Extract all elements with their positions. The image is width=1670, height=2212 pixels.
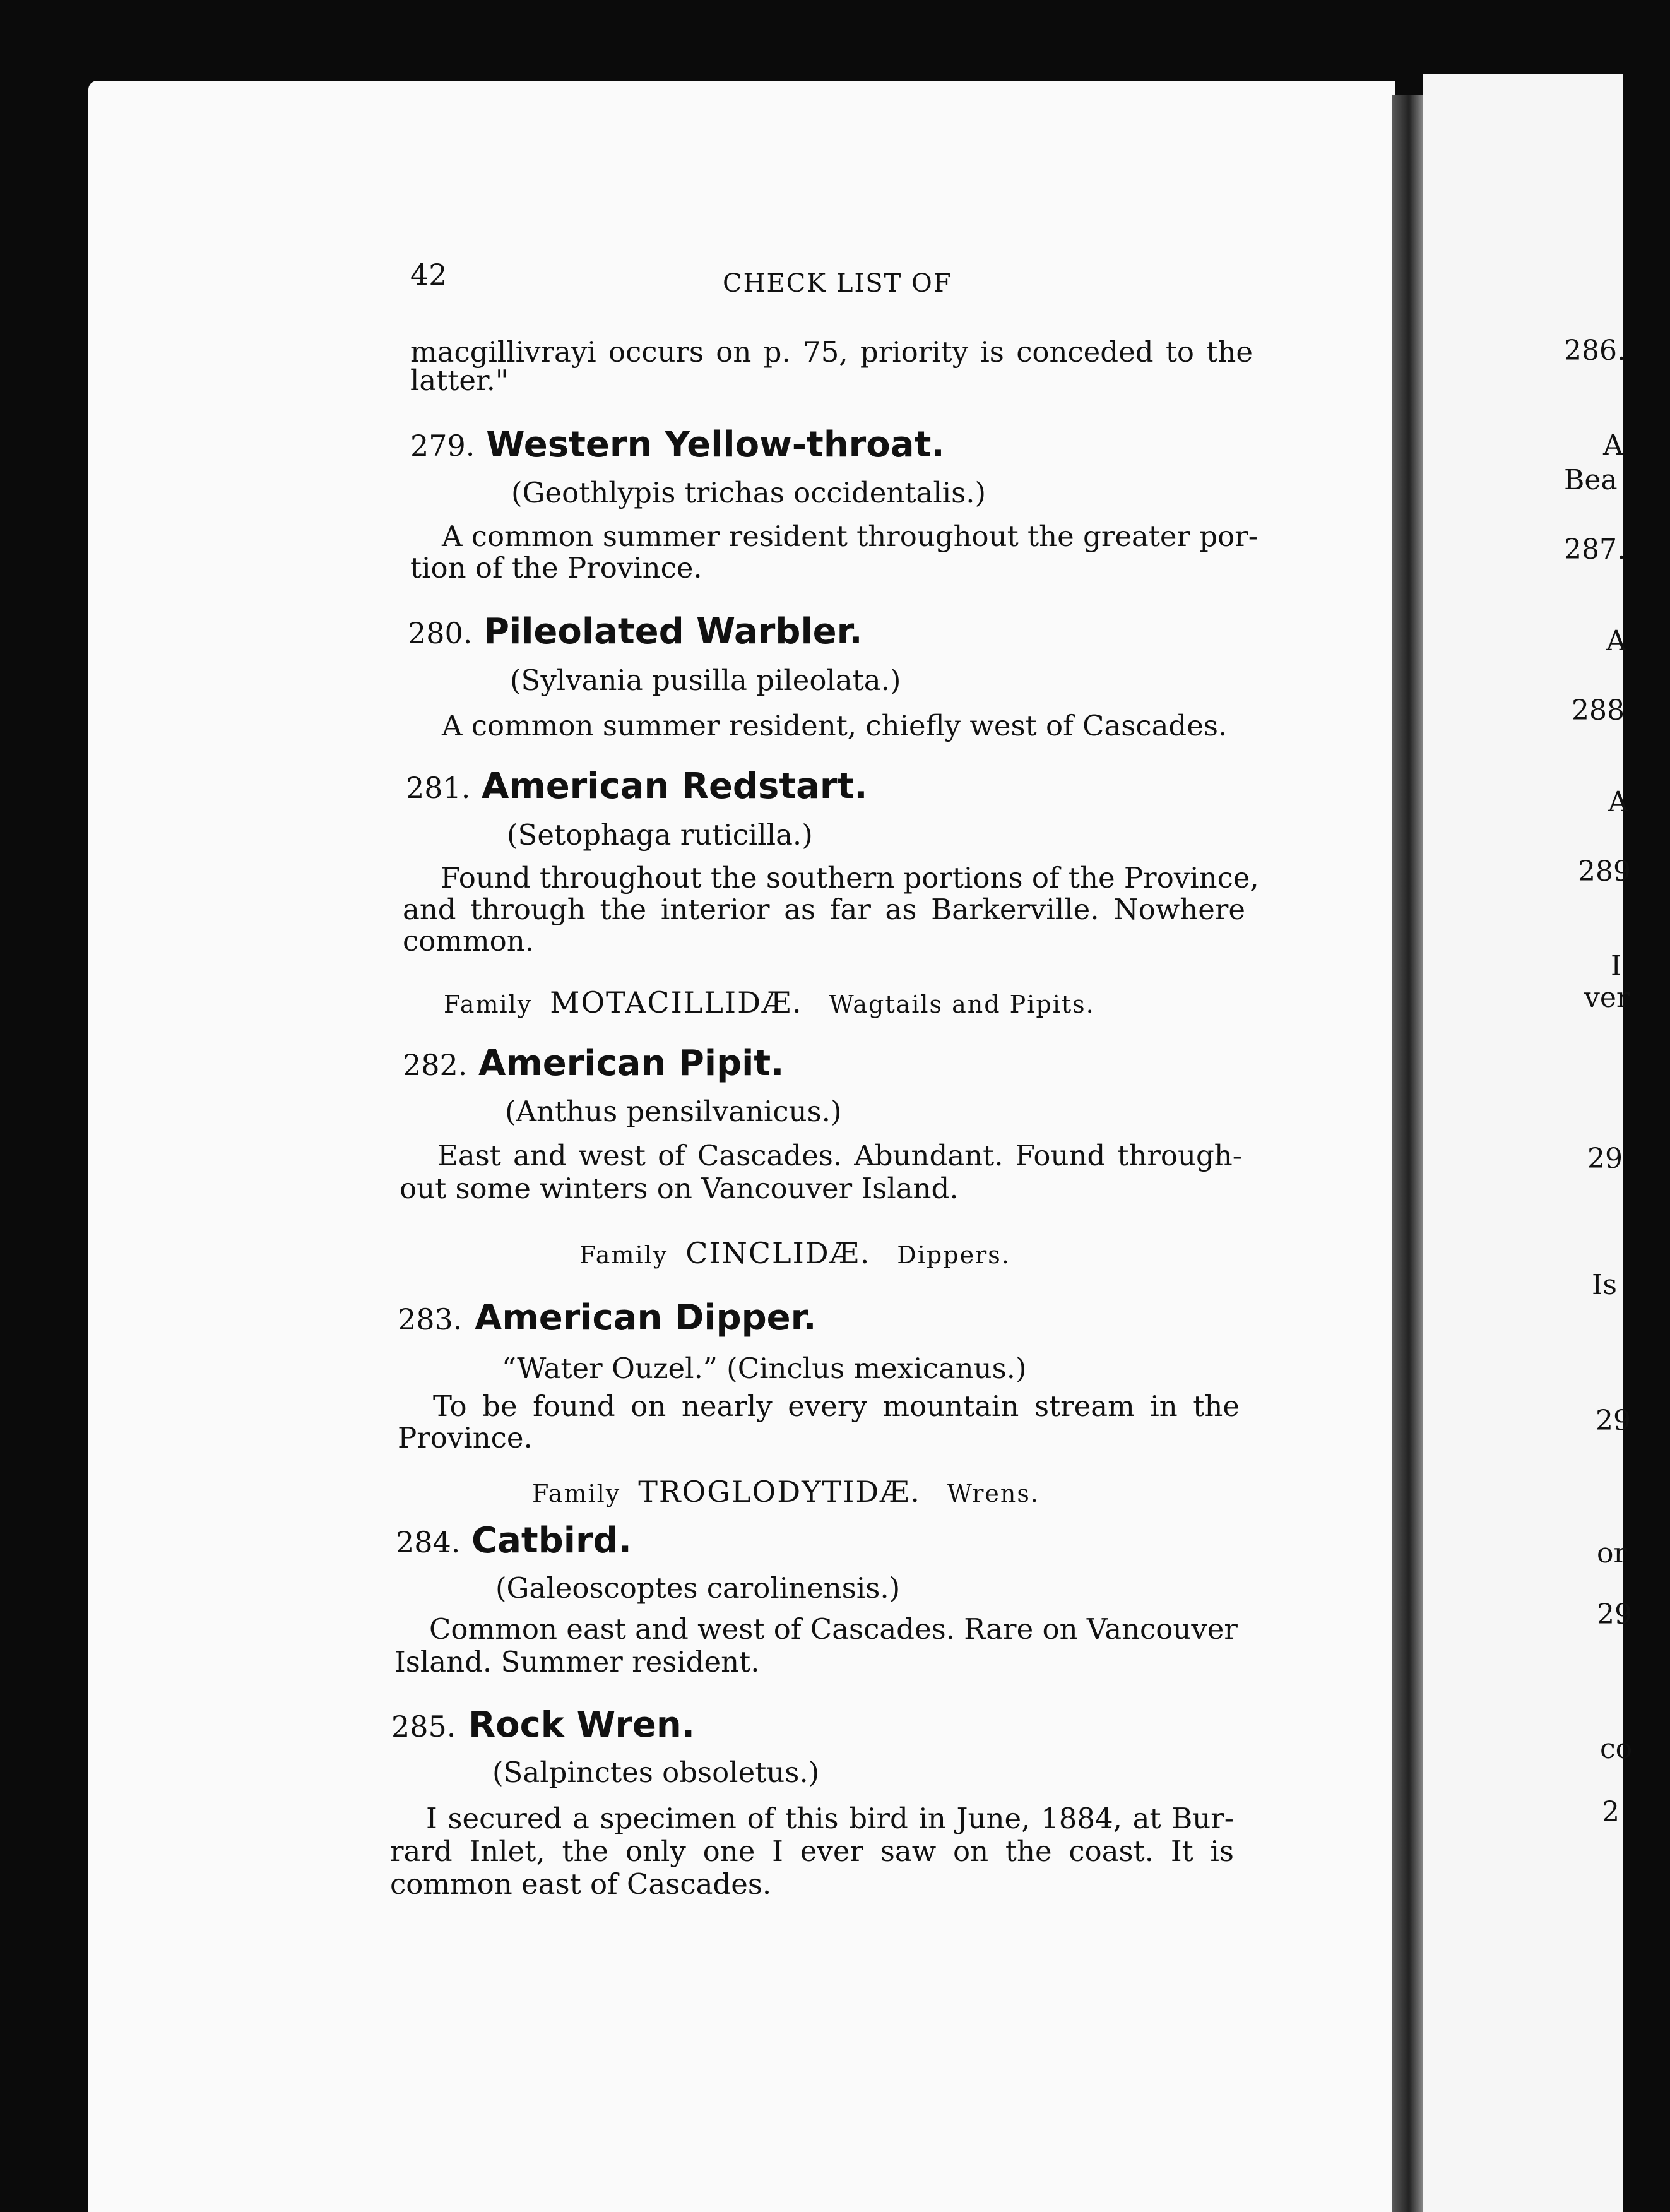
entry-number: 280. [408, 616, 473, 650]
right-page-fragment: I [1611, 950, 1622, 982]
species-name: Pileolated Warbler. [483, 611, 863, 652]
right-page-fragment: 29 [1597, 1598, 1632, 1631]
entry-text-line: I secured a specimen of this bird in June, 1884, at Bur- [426, 1802, 1234, 1835]
entry-text-line: Province. [398, 1421, 533, 1454]
entry-text-line: out some winters on Vancouver Island. [400, 1172, 959, 1205]
entry-text-line: tion of the Province. [410, 551, 702, 585]
right-page-fragment: 289 [1578, 855, 1631, 888]
running-title: CHECK LIST OF [723, 269, 952, 298]
species-name: Catbird. [471, 1520, 632, 1561]
entry-text-line: Common east and west of Cascades. Rare on Vancouver [429, 1612, 1238, 1646]
entry-number: 283. [398, 1302, 463, 1336]
entry-text-line: common. [403, 924, 535, 958]
entry-number: 285. [391, 1710, 456, 1744]
species-name: American Redstart. [482, 766, 868, 807]
scientific-name: (Geothlypis trichas occidentalis.) [511, 476, 986, 509]
right-page-fragment: 29 [1587, 1143, 1623, 1175]
species-name: Rock Wren. [468, 1704, 696, 1745]
right-page-fragment: Is [1592, 1269, 1617, 1301]
right-page-fragment: 288 [1572, 694, 1625, 727]
scientific-name: (Galeoscoptes carolinensis.) [495, 1571, 901, 1605]
entry-number: 279. [410, 429, 475, 463]
entry-number: 282. [403, 1048, 468, 1082]
entry-number: 281. [406, 771, 471, 805]
species-name: American Pipit. [478, 1043, 785, 1084]
right-page-fragment: or [1597, 1537, 1627, 1569]
right-page-fragment: A [1606, 625, 1626, 657]
right-page-fragment: A [1608, 786, 1628, 818]
entry-text-line: A common summer resident throughout the greater por- [442, 520, 1258, 553]
scientific-name: “Water Ouzel.” (Cinclus mexicanus.) [502, 1352, 1027, 1385]
species-name: Western Yellow-throat. [486, 424, 945, 465]
entry-text-line: and through the interior as far as Barkerville. Nowhere [403, 893, 1245, 926]
family-heading: Family CINCLIDÆ. Dippers. [579, 1236, 1010, 1270]
right-page-fragment: 286. [1564, 335, 1626, 367]
right-page-fragment: 287. [1564, 533, 1626, 566]
entry-text-line: East and west of Cascades. Abundant. Found through- [437, 1139, 1242, 1172]
scientific-name: (Anthus pensilvanicus.) [505, 1095, 842, 1128]
right-page-fragment: 2 [1602, 1796, 1620, 1828]
scientific-name: (Salpinctes obsoletus.) [492, 1756, 820, 1789]
right-page-fragment: ver [1584, 982, 1630, 1014]
continuation-line: macgillivrayi occurs on p. 75, priority is conceded to the [410, 335, 1253, 369]
family-heading: Family TROGLODYTIDÆ. Wrens. [532, 1475, 1039, 1509]
entry-text-line: A common summer resident, chiefly west of Cascades. [442, 709, 1228, 742]
page-number: 42 [410, 258, 447, 292]
entry-text-line: rard Inlet, the only one I ever saw on the coast. It is [390, 1834, 1234, 1868]
right-page-fragment: 29 [1596, 1405, 1631, 1437]
continuation-line: latter." [410, 364, 509, 397]
entry-text-line: Found throughout the southern portions of the Province, [441, 861, 1259, 895]
entry-text-line: Island. Summer resident. [394, 1645, 760, 1679]
book-gutter [1392, 95, 1423, 2212]
scientific-name: (Sylvania pusilla pileolata.) [510, 663, 901, 697]
family-heading: Family MOTACILLIDÆ. Wagtails and Pipits. [444, 985, 1095, 1020]
right-page-fragment: co [1600, 1733, 1633, 1765]
scientific-name: (Setophaga ruticilla.) [507, 818, 813, 852]
entry-text-line: common east of Cascades. [390, 1867, 772, 1901]
right-page-fragment: Bea [1564, 464, 1618, 496]
right-page-fragment: A [1603, 429, 1623, 461]
species-name: American Dipper. [475, 1297, 817, 1338]
entry-number: 284. [396, 1525, 461, 1559]
entry-text-line: To be found on nearly every mountain stream in the [433, 1389, 1240, 1423]
